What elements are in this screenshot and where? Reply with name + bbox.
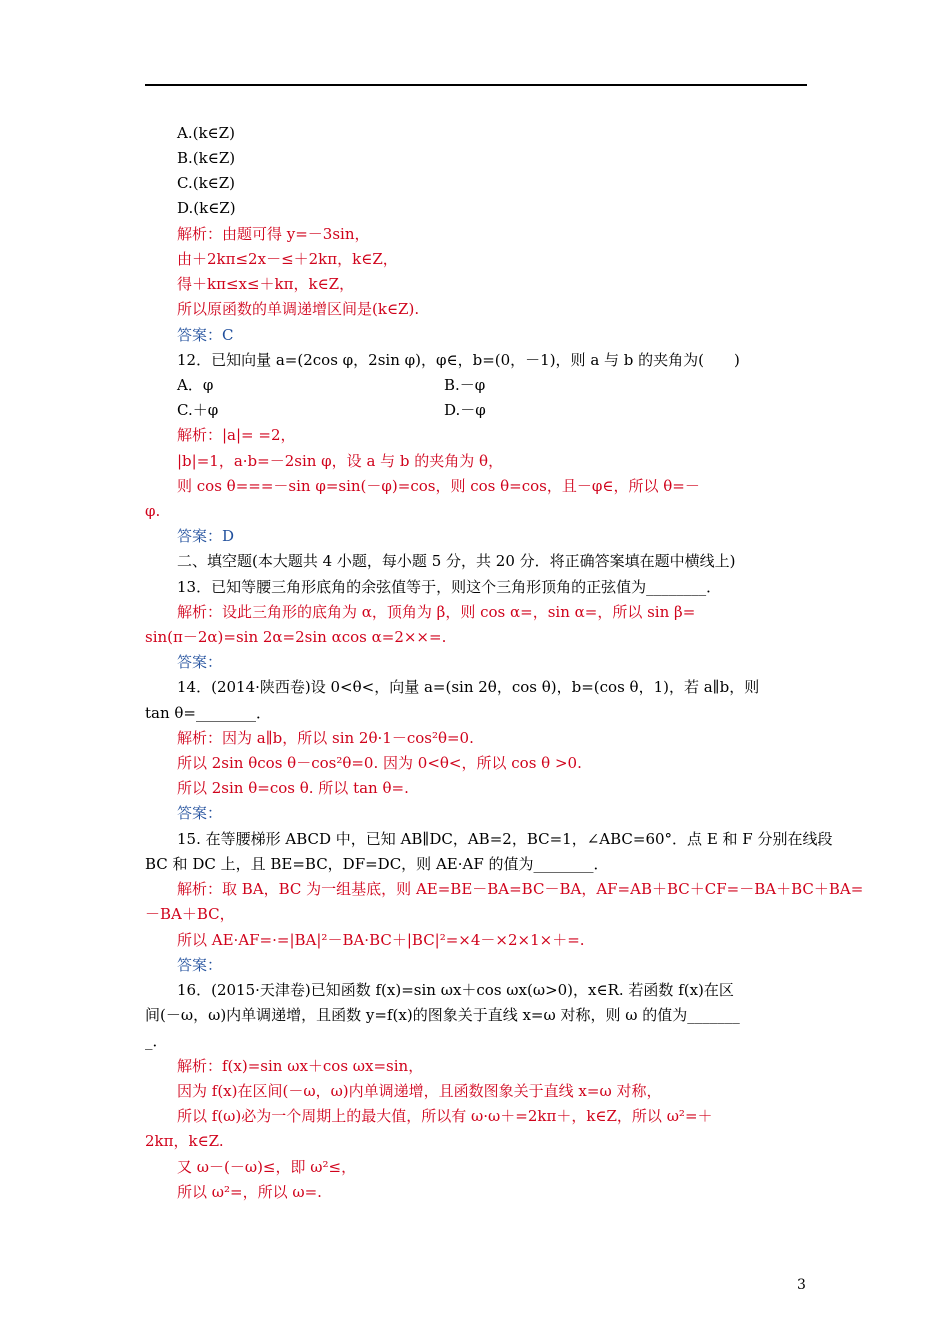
q11-solution-4: 所以原函数的单调递增区间是(k∈Z).	[177, 300, 420, 318]
q14-solution-1: 解析：因为 a∥b，所以 sin 2θ·1－cos²θ=0.	[177, 729, 474, 747]
header-rule	[145, 84, 807, 86]
q15-solution-2: －BA＋BC，	[145, 905, 235, 923]
q16-solution-2: 因为 f(x)在区间(－ω，ω)内单调递增，且函数图象关于直线 x=ω 对称，	[177, 1082, 662, 1100]
q11-option-b: B.(k∈Z)	[177, 149, 236, 167]
q12-option-b: B.－φ	[444, 376, 486, 394]
q14-solution-2: 所以 2sin θcos θ－cos²θ=0. 因为 0<θ<，所以 cos θ >0.	[177, 754, 582, 772]
q13-solution-2: sin(π－2α)=sin 2α=2sin αcos α=2××=.	[145, 628, 447, 646]
q16-solution-3: 所以 f(ω)必为一个周期上的最大值，所以有 ω·ω＋=2kπ＋，k∈Z，所以 ω²=＋	[177, 1107, 713, 1125]
q15-solution-1: 解析：取 BA，BC 为一组基底，则 AE=BE－BA=BC－BA，AF=AB＋BC＋CF=－BA＋BC＋BA=	[177, 880, 864, 898]
q13-solution-1: 解析：设此三角形的底角为 α，顶角为 β，则 cos α=，sin α=，所以 sin β=	[177, 603, 696, 621]
q11-option-c: C.(k∈Z)	[177, 174, 236, 192]
q11-option-d: D.(k∈Z)	[177, 199, 236, 217]
q15-answer: 答案：	[177, 956, 223, 974]
q16-stem-1: 16．(2015·天津卷)已知函数 f(x)=sin ωx＋cos ωx(ω>0)，x∈R. 若函数 f(x)在区	[177, 981, 734, 999]
q12-solution-2: |b|=1，a·b=－2sin φ，设 a 与 b 的夹角为 θ，	[177, 452, 504, 470]
q11-solution-3: 得＋kπ≤x≤＋kπ，k∈Z，	[177, 275, 355, 293]
q12-solution-1: 解析：|a|= =2，	[177, 426, 296, 444]
q11-solution-2: 由＋2kπ≤2x－≤＋2kπ，k∈Z，	[177, 250, 398, 268]
q12-answer: 答案：D	[177, 527, 235, 545]
page-number: 3	[797, 1277, 806, 1293]
q11-solution-1: 解析：由题可得 y=－3sin，	[177, 225, 370, 243]
q16-solution-6: 所以 ω²=，所以 ω=.	[177, 1183, 322, 1201]
section-fill-in: 二、填空题(本大题共 4 小题，每小题 5 分，共 20 分．将正确答案填在题中横线上)	[177, 552, 736, 570]
q15-stem-1: 15. 在等腰梯形 ABCD 中，已知 AB∥DC，AB=2，BC=1，∠ABC=60°．点 E 和 F 分别在线段	[177, 830, 833, 848]
q14-stem-2: tan θ=________．	[145, 704, 271, 722]
q12-option-a: A．φ	[177, 376, 214, 394]
q12-solution-3: 则 cos θ===－sin φ=sin(－φ)=cos，则 cos θ=cos，且－φ∈，所以 θ=－	[177, 477, 700, 495]
q15-stem-2: BC 和 DC 上，且 BE=BC，DF=DC，则 AE·AF 的值为________．	[145, 855, 609, 873]
q16-solution-5: 又 ω－(－ω)≤，即 ω²≤，	[177, 1158, 357, 1176]
q15-solution-3: 所以 AE·AF=·=|BA|²－BA·BC＋|BC|²=×4－×2×1×＋=.	[177, 931, 585, 949]
q16-stem-2: 间(－ω，ω)内单调递增，且函数 y=f(x)的图象关于直线 x=ω 对称，则 ω 的值为_______	[145, 1006, 740, 1024]
q11-answer: 答案：C	[177, 326, 234, 344]
q12-option-c: C.＋φ	[177, 401, 219, 419]
q12-solution-4: φ.	[145, 502, 161, 520]
q13-answer: 答案：	[177, 653, 223, 671]
q12-option-d: D.－φ	[444, 401, 486, 419]
q14-answer: 答案：	[177, 804, 223, 822]
q14-stem-1: 14．(2014·陕西卷)设 0<θ<，向量 a=(sin 2θ，cos θ)，b=(cos θ，1)，若 a∥b，则	[177, 678, 760, 696]
q11-option-a: A.(k∈Z)	[177, 124, 235, 142]
q16-solution-4: 2kπ，k∈Z.	[145, 1132, 224, 1150]
q14-solution-3: 所以 2sin θ=cos θ. 所以 tan θ=.	[177, 779, 409, 797]
q16-stem-3: _．	[145, 1032, 168, 1050]
q16-solution-1: 解析：f(x)=sin ωx＋cos ωx=sin，	[177, 1057, 424, 1075]
q12-stem: 12．已知向量 a=(2cos φ，2sin φ)，φ∈，b=(0，－1)，则 a 与 b 的夹角为( )	[177, 351, 740, 369]
q13-stem: 13．已知等腰三角形底角的余弦值等于，则这个三角形顶角的正弦值为________．	[177, 578, 722, 596]
